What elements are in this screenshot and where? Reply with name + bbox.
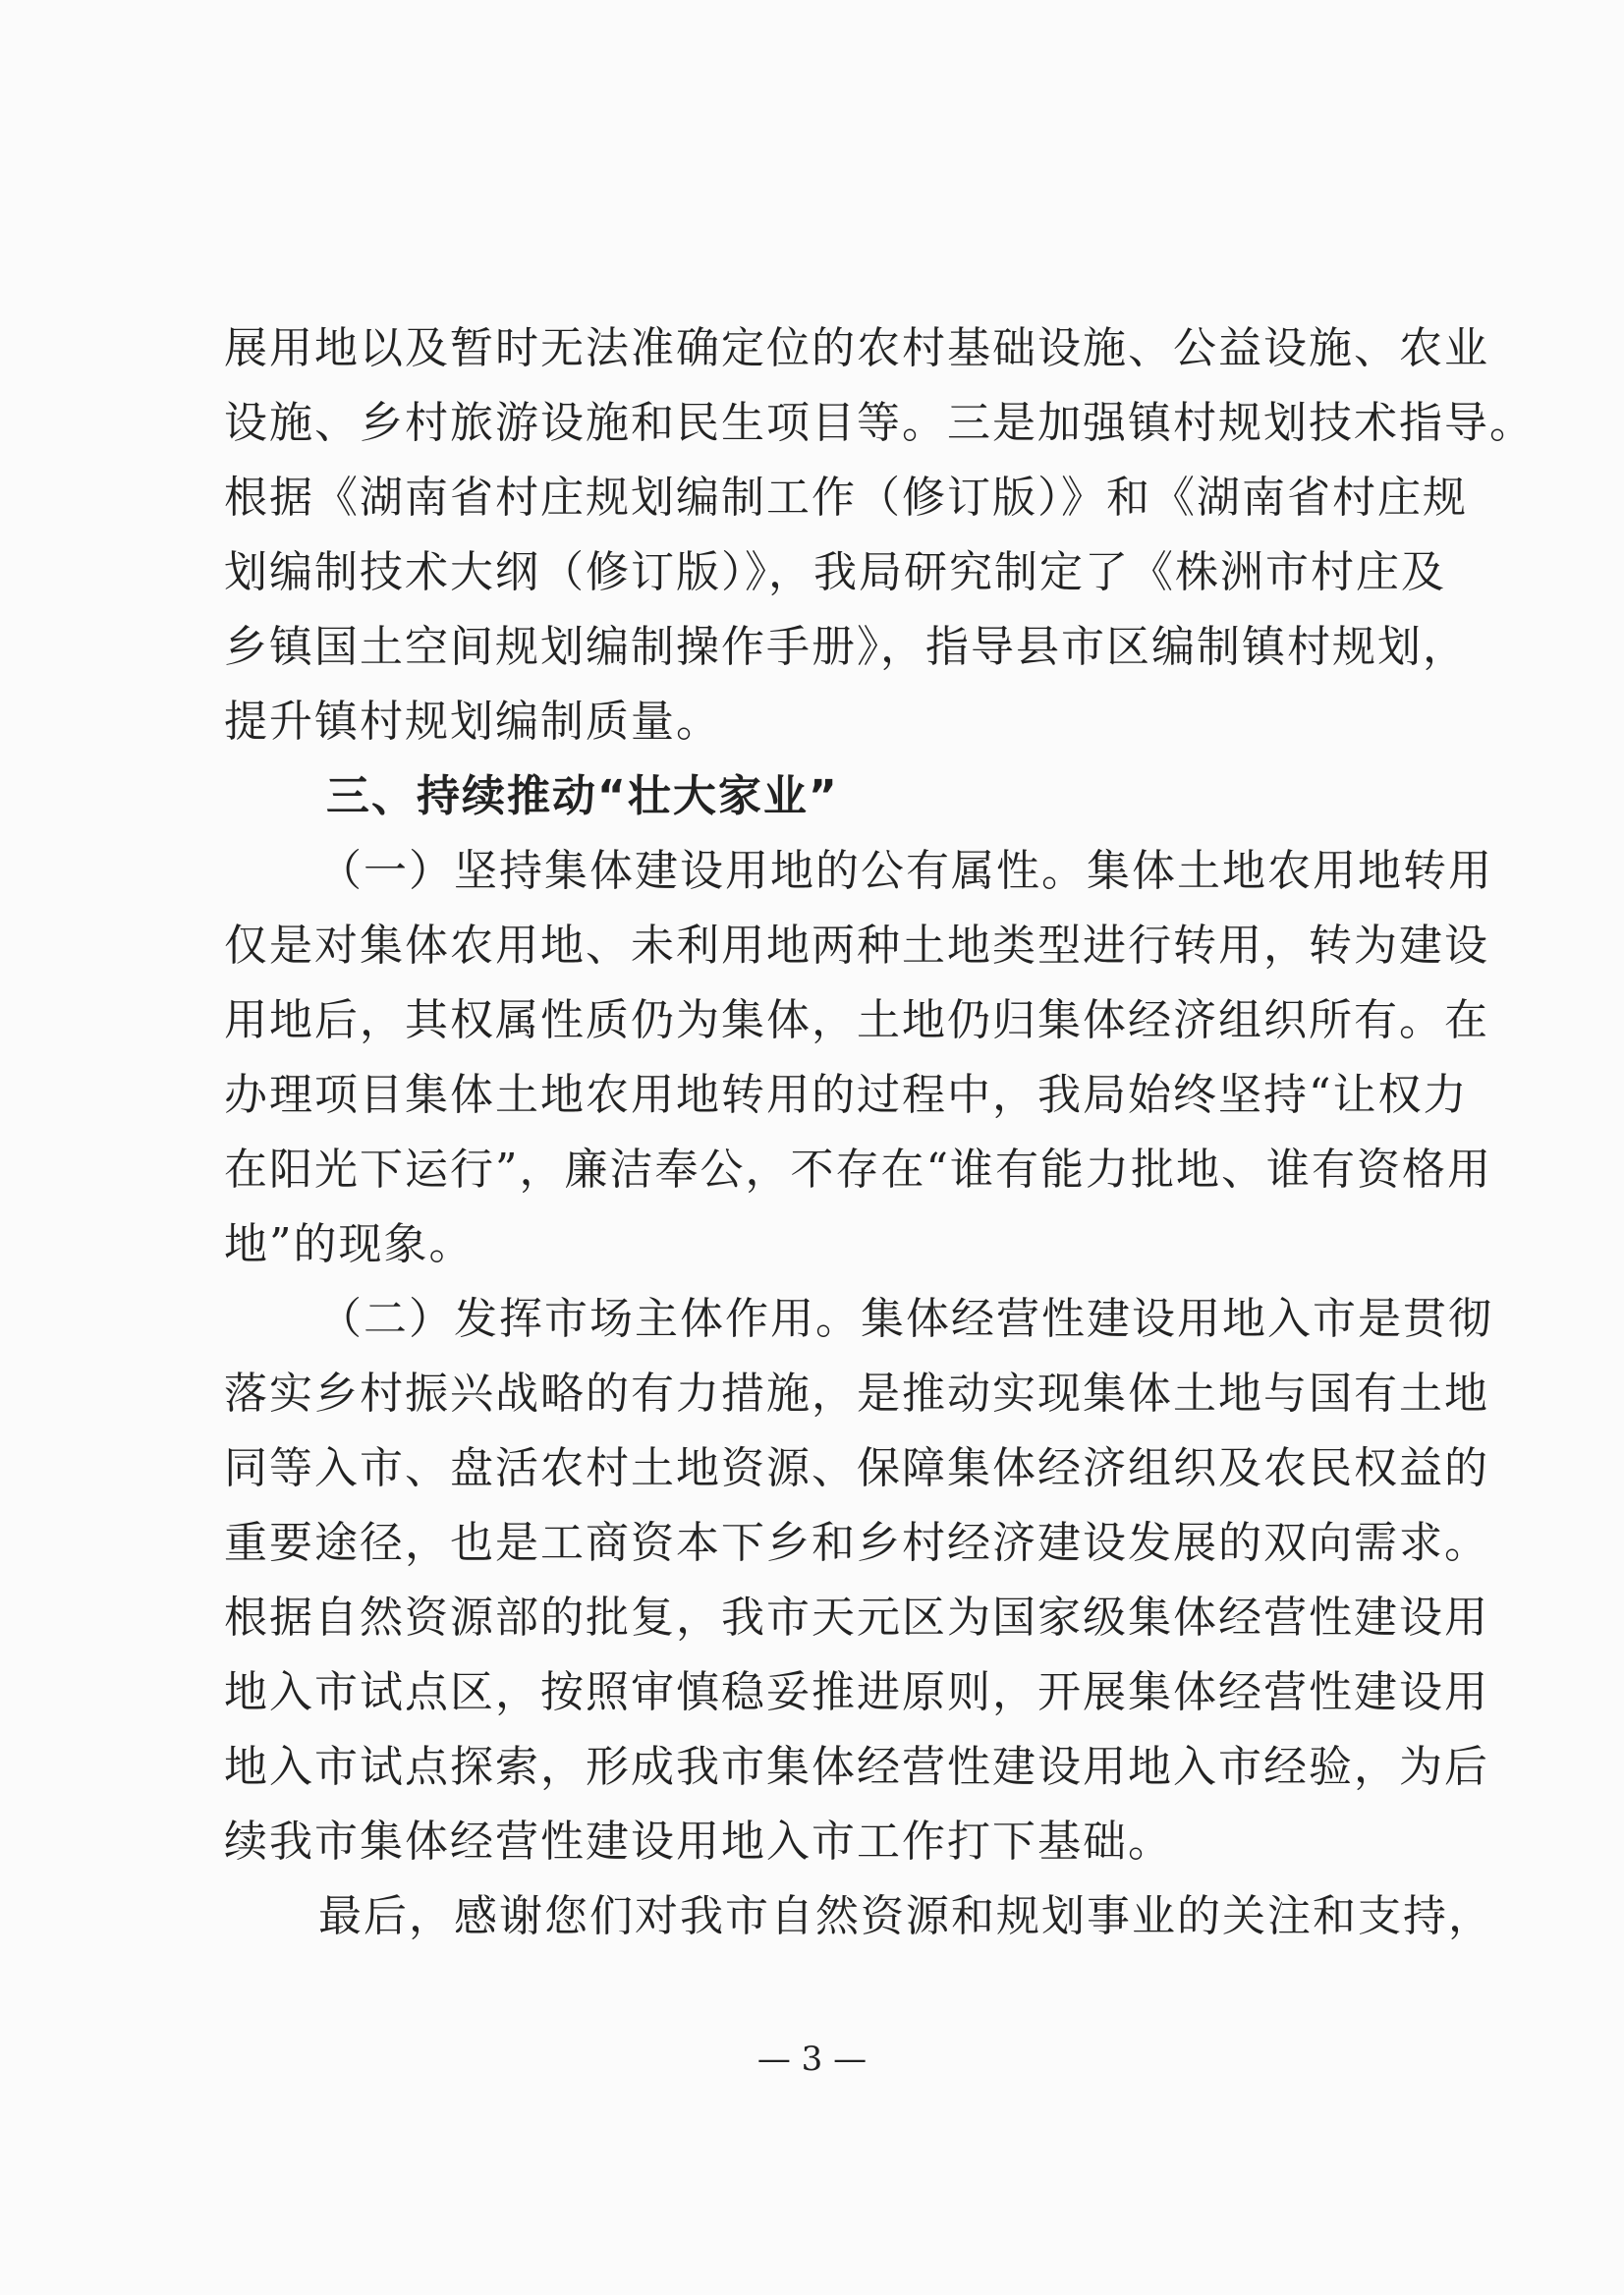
body-line: 仅是对集体农用地、未利用地两种土地类型进行转用，转为建设 — [224, 921, 1489, 971]
body-line: 划编制技术大纲（修订版）》，我局研究制定了《株洲市村庄及 — [224, 547, 1446, 597]
body-line: 地”的现象。 — [224, 1219, 475, 1269]
body-line: 地入市试点探索，形成我市集体经营性建设用地入市经验，为后 — [224, 1742, 1489, 1792]
section-heading: 三、持续推动“壮大家业” — [326, 771, 839, 821]
body-line: 在阳光下运行”，廉洁奉公，不存在“谁有能力批地、谁有资格用 — [224, 1145, 1492, 1195]
body-line: 根据自然资源部的批复，我市天元区为国家级集体经营性建设用 — [224, 1593, 1489, 1643]
page-number: — 3 — — [756, 2040, 868, 2079]
body-line: 同等入市、盘活农村土地资源、保障集体经济组织及农民权益的 — [224, 1443, 1489, 1493]
body-line: 用地后，其权属性质仍为集体，土地仍归集体经济组织所有。在 — [224, 995, 1489, 1045]
body-line: 根据《湖南省村庄规划编制工作（修订版）》和《湖南省村庄规 — [224, 473, 1468, 523]
body-line: 续我市集体经营性建设用地入市工作打下基础。 — [224, 1817, 1173, 1867]
body-line: 设施、乡村旅游设施和民生项目等。三是加强镇村规划技术指导。 — [224, 398, 1535, 448]
body-line: 落实乡村振兴战略的有力措施，是推动实现集体土地与国有土地 — [224, 1369, 1489, 1419]
body-line: 提升镇村规划编制质量。 — [224, 697, 721, 747]
body-line: 展用地以及暂时无法准确定位的农村基础设施、公益设施、农业 — [224, 323, 1489, 373]
body-line: （二）发挥市场主体作用。集体经营性建设用地入市是贯彻 — [318, 1294, 1493, 1344]
body-line: （一）坚持集体建设用地的公有属性。集体土地农用地转用 — [318, 846, 1493, 896]
body-line: 最后，感谢您们对我市自然资源和规划事业的关注和支持， — [318, 1891, 1493, 1941]
body-line: 重要途径，也是工商资本下乡和乡村经济建设发展的双向需求。 — [224, 1518, 1489, 1568]
body-line: 办理项目集体土地农用地转用的过程中，我局始终坚持“让权力 — [224, 1070, 1469, 1120]
body-line: 乡镇国土空间规划编制操作手册》，指导县市区编制镇村规划， — [224, 622, 1468, 672]
body-line: 地入市试点区，按照审慎稳妥推进原则，开展集体经营性建设用 — [224, 1667, 1489, 1717]
